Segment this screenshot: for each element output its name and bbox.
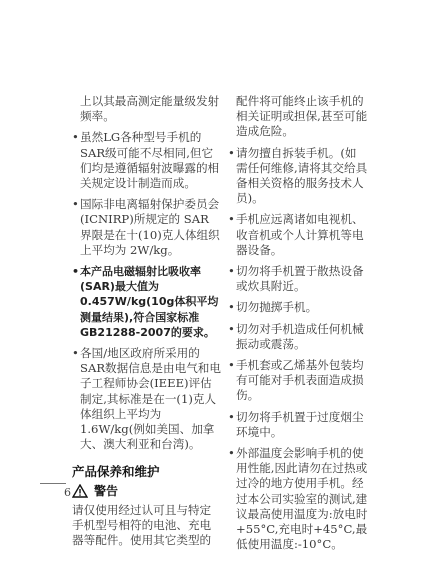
right-column [228,94,368,558]
care-item-heat-source: • 切勿将手机置于散热设备或炊具附近。 [228,264,368,294]
warning-text: 请仅使用经过认可且与特定手机型号相符的电池、充电器等配件。使用其它类型的 [72,502,212,548]
continued-text: 配件将可能终止该手机的相关证明或担保,甚至可能造成危险。 [236,94,368,139]
ieee-standard-item: • 各国/地区政府所采用的SAR数据信息是由电气和电子工程师协会(IEEE)评估制定,其标准是在一(1)克人体组织上平均为 1.6W/kg(例如美国、加拿大、澳大利亚和台湾)。 [72,346,222,452]
warning-triangle-icon [72,484,88,498]
icnirp-limit-item: • 国际非电离辐射保护委员会(ICNIRP)所规定的 SAR 界限是在十(10)克人体组织上平均为 2W/kg。 [72,197,222,258]
page-number-rule [40,483,66,484]
section-title: 产品保养和维护 [72,464,160,480]
sar-max-value-item: • 本产品电磁辐射比吸收率(SAR)最大值为0.457W/kg(10g体积平均测量结果),符合国家标准GB21288-2007的要求。 [72,264,222,340]
warning-heading [72,484,222,499]
care-item-no-shock: • 切勿对手机造成任何机械振动或震荡。 [228,322,368,352]
warning-label: 警告 [94,483,119,498]
care-item-no-drop: • 切勿抛掷手机。 [228,300,368,315]
sar-variation-item: • 虽然LG各种型号手机的SAR级可能不尽相同,但它们均是遵循辐射波曝露的相关规定设计制造而成。 [72,130,222,191]
continued-text: 上以其最高测定能量级发射频率。 [80,94,220,124]
page-number: 6 [64,486,71,499]
care-item-keep-away: • 手机应远离诸如电视机、收音机或个人计算机等电器设备。 [228,212,368,258]
care-item-disassemble: • 请勿擅自拆装手机。(如需任何维修,请将其交给具备相关资格的服务技术人员)。 [228,146,368,207]
care-item-temperature: • 外部温度会影响手机的使用性能,因此请勿在过热或过冷的地方使用手机。经过本公司实验室的测试,建议最高使用温度为:放电时+55°C,充电时+45°C,最低使用温度:-10°C。 [228,446,368,552]
care-item-dust: • 切勿将手机置于过度烟尘环境中。 [228,410,368,440]
care-item-vinyl-cover: • 手机套或乙烯基外包装均有可能对手机表面造成损伤。 [228,358,368,404]
left-column [72,94,222,548]
